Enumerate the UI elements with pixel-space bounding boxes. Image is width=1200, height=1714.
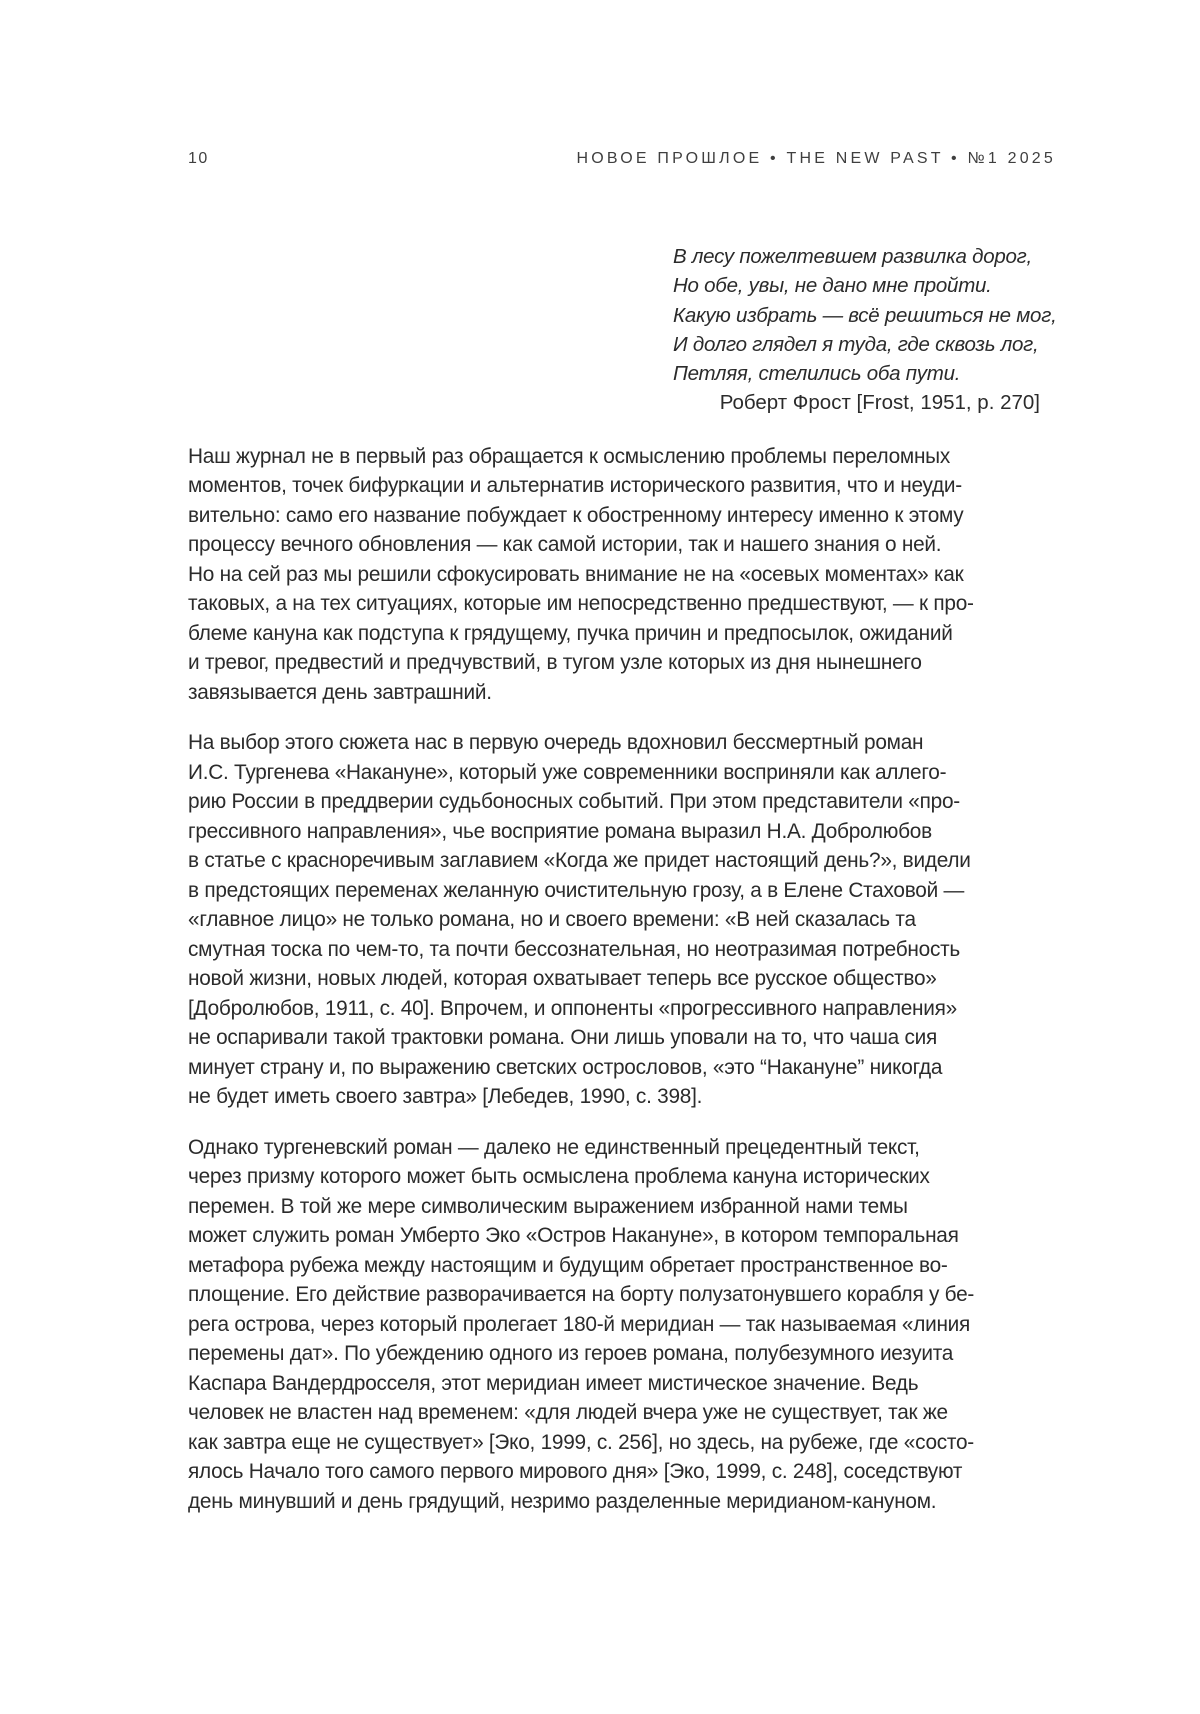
text-line: метафора рубежа между настоящим и будущим обретает пространственное во-	[188, 1253, 948, 1277]
text-line: день минувший и день грядущий, незримо разделенные меридианом-кануном.	[188, 1489, 937, 1513]
body-paragraph	[188, 1133, 1040, 1517]
text-line: не будет иметь своего завтра» [Лебедев, 1990, с. 398].	[188, 1085, 703, 1109]
text-line: не оспаривали такой трактовки романа. Они лишь уповали на то, что чаша сия	[188, 1026, 938, 1050]
text-line: человек не властен над временем: «для людей вчера уже не существует, так же	[188, 1401, 948, 1425]
text-line: [Добролюбов, 1911, с. 40]. Впрочем, и оппоненты «прогрессивного направления»	[188, 996, 957, 1020]
text-line: «главное лицо» не только романа, но и своего времени: «В ней сказалась та	[188, 908, 916, 932]
page-number: 10	[188, 150, 209, 167]
text-line: Но обе, увы, не дано мне пройти.	[673, 274, 992, 298]
text-line: рега острова, через который пролегает 180-й меридиан — так называемая «линия	[188, 1312, 971, 1336]
text-line: грессивного направления», чье восприятие романа выразил Н.А. Добролюбов	[188, 819, 932, 843]
text-line: В лесу пожелтевшем развилка дорог,	[673, 245, 1032, 268]
text-line: Но на сей раз мы решили сфокусировать внимание не на «осевых моментах» как	[188, 562, 964, 586]
text-line: перемен. В той же мере символическим выражением избранной нами темы	[188, 1194, 908, 1218]
text-line: смутная тоска по чем-то, та почти бессознательная, но неотразимая потребность	[188, 937, 960, 961]
text-line: Наш журнал не в первый раз обращается к осмыслению проблемы переломных	[188, 444, 951, 468]
text-line: Каспара Вандердросселя, этот меридиан имеет мистическое значение. Ведь	[188, 1371, 919, 1395]
text-line: минует страну и, по выражению светских острословов, «это “Накануне” никогда	[188, 1055, 943, 1079]
text-line: Какую избрать — всё решиться не мог,	[673, 303, 1057, 327]
text-line: И.С. Тургенева «Накануне», который уже современники восприняли как аллего-	[188, 760, 947, 784]
text-line: и тревог, предвестий и предчувствий, в тугом узле которых из дня нынешнего	[188, 651, 922, 675]
text-line: как завтра еще не существует» [Эко, 1999, с. 256], но здесь, на рубеже, где «состо-	[188, 1430, 974, 1454]
text-line: площение. Его действие разворачивается на борту полузатонувшего корабля у бе-	[188, 1283, 975, 1307]
running-header	[188, 150, 1056, 168]
text-line: Однако тургеневский роман — далеко не единственный прецедентный текст,	[188, 1135, 920, 1159]
epigraph-block	[188, 242, 1057, 418]
text-line: рию России в преддверии судьбоносных событий. При этом представители «про-	[188, 790, 960, 814]
text-line: в статье с красноречивым заглавием «Когда же придет настоящий день?», видели	[188, 849, 971, 873]
text-line: И долго глядел я туда, где сквозь лог,	[673, 332, 1039, 356]
text-line: моментов, точек бифуркации и альтернатив исторического развития, что и неуди-	[188, 474, 962, 498]
epigraph-attribution: Роберт Фрост [Frost, 1951, p. 270]	[719, 391, 1040, 415]
text-line: Петляя, стелились оба пути.	[673, 362, 961, 386]
text-line: в предстоящих переменах желанную очистительную грозу, а в Елене Стаховой —	[188, 878, 965, 902]
text-line: блеме кануна как подступа к грядущему, пучка причин и предпосылок, ожиданий	[188, 621, 953, 645]
journal-title: НОВОЕ ПРОШЛОЕ • THE NEW PAST • №1 2025	[576, 150, 1056, 167]
epigraph-poem	[673, 242, 1057, 388]
body-paragraph	[188, 728, 1040, 1112]
text-line: может служить роман Умберто Эко «Остров Накануне», в котором темпоральная	[188, 1224, 959, 1248]
body-paragraph	[188, 442, 1040, 708]
text-line: завязывается день завтрашний.	[188, 680, 492, 704]
article-body	[188, 442, 1040, 1517]
text-line: На выбор этого сюжета нас в первую очередь вдохновил бессмертный роман	[188, 731, 924, 755]
text-line: таковых, а на тех ситуациях, которые им непосредственно предшествуют, — к про-	[188, 592, 974, 616]
text-line: перемены дат». По убеждению одного из героев романа, полубезумного иезуита	[188, 1342, 954, 1366]
text-line: процессу вечного обновления — как самой истории, так и нашего знания о ней.	[188, 533, 942, 557]
text-line: вительно: само его название побуждает к обостренному интересу именно к этому	[188, 503, 964, 527]
text-line: новой жизни, новых людей, которая охватывает теперь все русское общество»	[188, 967, 937, 991]
page-content	[188, 150, 1057, 1516]
text-line: ялось Начало того самого первого мирового дня» [Эко, 1999, с. 248], соседствуют	[188, 1460, 963, 1484]
text-line: через призму которого может быть осмыслена проблема кануна исторических	[188, 1165, 930, 1189]
